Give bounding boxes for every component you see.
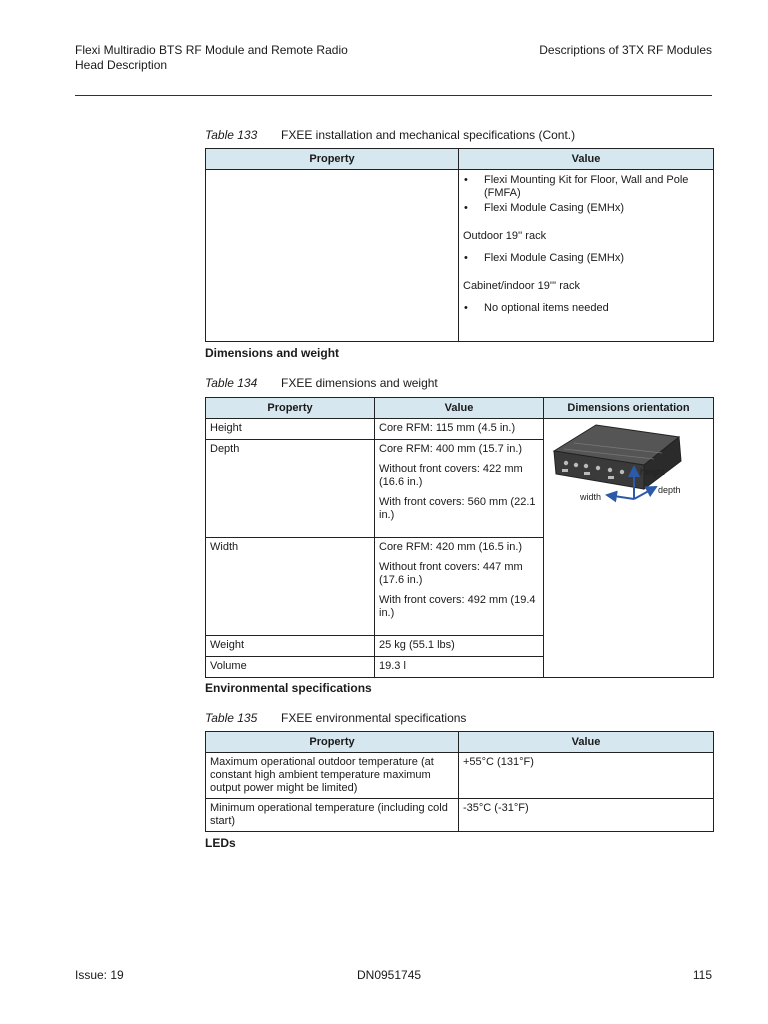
table133-list-c bbox=[463, 302, 709, 315]
row-volume-property: Volume bbox=[206, 657, 375, 678]
table134-number: Table 134 bbox=[205, 376, 258, 390]
table134-caption bbox=[205, 376, 438, 390]
section-dimensions-heading: Dimensions and weight bbox=[205, 346, 340, 360]
depth-value-without-covers: Without front covers: 422 mm (16.6 in.) bbox=[379, 463, 523, 488]
table133-list-a bbox=[463, 174, 709, 215]
width-value-with-covers: With front covers: 492 mm (19.4 in.) bbox=[379, 594, 536, 619]
row-weight-value: 25 kg (55.1 lbs) bbox=[375, 636, 544, 657]
height-label: height bbox=[640, 467, 665, 477]
table-row bbox=[206, 753, 714, 799]
rf-module-figure bbox=[544, 419, 704, 519]
table133-caption bbox=[205, 128, 575, 142]
row-weight-property: Weight bbox=[206, 636, 375, 657]
depth-value-with-covers: With front covers: 560 mm (22.1 in.) bbox=[379, 496, 536, 521]
row-min-temp-value: -35°C (-31°F) bbox=[459, 799, 714, 832]
footer-page-number: 115 bbox=[692, 968, 712, 982]
table133-title: FXEE installation and mechanical specifications (Cont.) bbox=[281, 128, 576, 142]
rf-module-svg bbox=[544, 419, 714, 519]
table133-list-b bbox=[463, 252, 709, 265]
width-value-core: Core RFM: 420 mm (16.5 in.) bbox=[379, 541, 523, 553]
table135-title: FXEE environmental specifications bbox=[281, 711, 467, 725]
table135-header-property: Property bbox=[206, 732, 459, 753]
table133-number: Table 133 bbox=[205, 128, 258, 142]
width-arrow bbox=[607, 495, 634, 499]
table135-number: Table 135 bbox=[205, 711, 258, 725]
footer-doc-number: DN0951745 bbox=[357, 968, 422, 982]
header-rule bbox=[75, 95, 712, 96]
table135-caption bbox=[205, 711, 466, 725]
row-depth-property: Depth bbox=[206, 440, 375, 538]
table133-property-cell bbox=[206, 170, 459, 342]
row-depth-values bbox=[375, 440, 544, 538]
table135 bbox=[205, 731, 714, 832]
header-title-line2: Head Description bbox=[75, 58, 168, 72]
table135-header-value: Value bbox=[459, 732, 714, 753]
row-height-property: Height bbox=[206, 419, 375, 440]
table-row bbox=[206, 419, 714, 440]
table133-header-property: Property bbox=[206, 149, 459, 170]
table134 bbox=[205, 397, 714, 678]
row-max-temp-value: +55°C (131°F) bbox=[459, 753, 714, 799]
dimensions-figure-cell bbox=[544, 419, 714, 678]
row-max-temp-property: Maximum operational outdoor temperature (at constant high ambient temperature maximum output power might be limited) bbox=[206, 753, 459, 799]
row-height-value: Core RFM: 115 mm (4.5 in.) bbox=[375, 419, 544, 440]
row-width-values bbox=[375, 538, 544, 636]
table133 bbox=[205, 148, 714, 342]
depth-label: depth bbox=[658, 485, 681, 495]
row-volume-value: 19.3 l bbox=[375, 657, 544, 678]
list-item: • No optional items needed bbox=[463, 302, 709, 315]
table134-header-orientation: Dimensions orientation bbox=[544, 398, 714, 419]
width-value-without-covers: Without front covers: 447 mm (17.6 in.) bbox=[379, 561, 523, 586]
depth-value-core: Core RFM: 400 mm (15.7 in.) bbox=[379, 443, 523, 455]
table134-header-property: Property bbox=[206, 398, 375, 419]
header-title-line1: Flexi Multiradio BTS RF Module and Remote Radio bbox=[75, 43, 348, 57]
section-environmental-heading: Environmental specifications bbox=[205, 681, 372, 695]
list-item: • Flexi Mounting Kit for Floor, Wall and Pole (FMFA) bbox=[463, 174, 709, 200]
table134-header-value: Value bbox=[375, 398, 544, 419]
list-item: • Flexi Module Casing (EMHx) bbox=[463, 252, 709, 265]
row-width-property: Width bbox=[206, 538, 375, 636]
table-row bbox=[206, 799, 714, 832]
header-title bbox=[75, 43, 348, 73]
footer-issue: Issue: 19 bbox=[75, 968, 124, 982]
width-label: width bbox=[580, 492, 602, 502]
table133-header-value: Value bbox=[459, 149, 714, 170]
table133-cabinet-label: Cabinet/indoor 19''' rack bbox=[463, 280, 580, 292]
row-min-temp-property: Minimum operational temperature (including cold start) bbox=[206, 799, 459, 832]
table133-value-cell bbox=[459, 170, 714, 342]
section-leds-heading: LEDs bbox=[205, 836, 236, 850]
header-section: Descriptions of 3TX RF Modules bbox=[539, 43, 712, 57]
list-item: • Flexi Module Casing (EMHx) bbox=[463, 202, 709, 215]
table134-title: FXEE dimensions and weight bbox=[281, 376, 438, 390]
table133-outdoor-label: Outdoor 19'' rack bbox=[463, 230, 547, 242]
